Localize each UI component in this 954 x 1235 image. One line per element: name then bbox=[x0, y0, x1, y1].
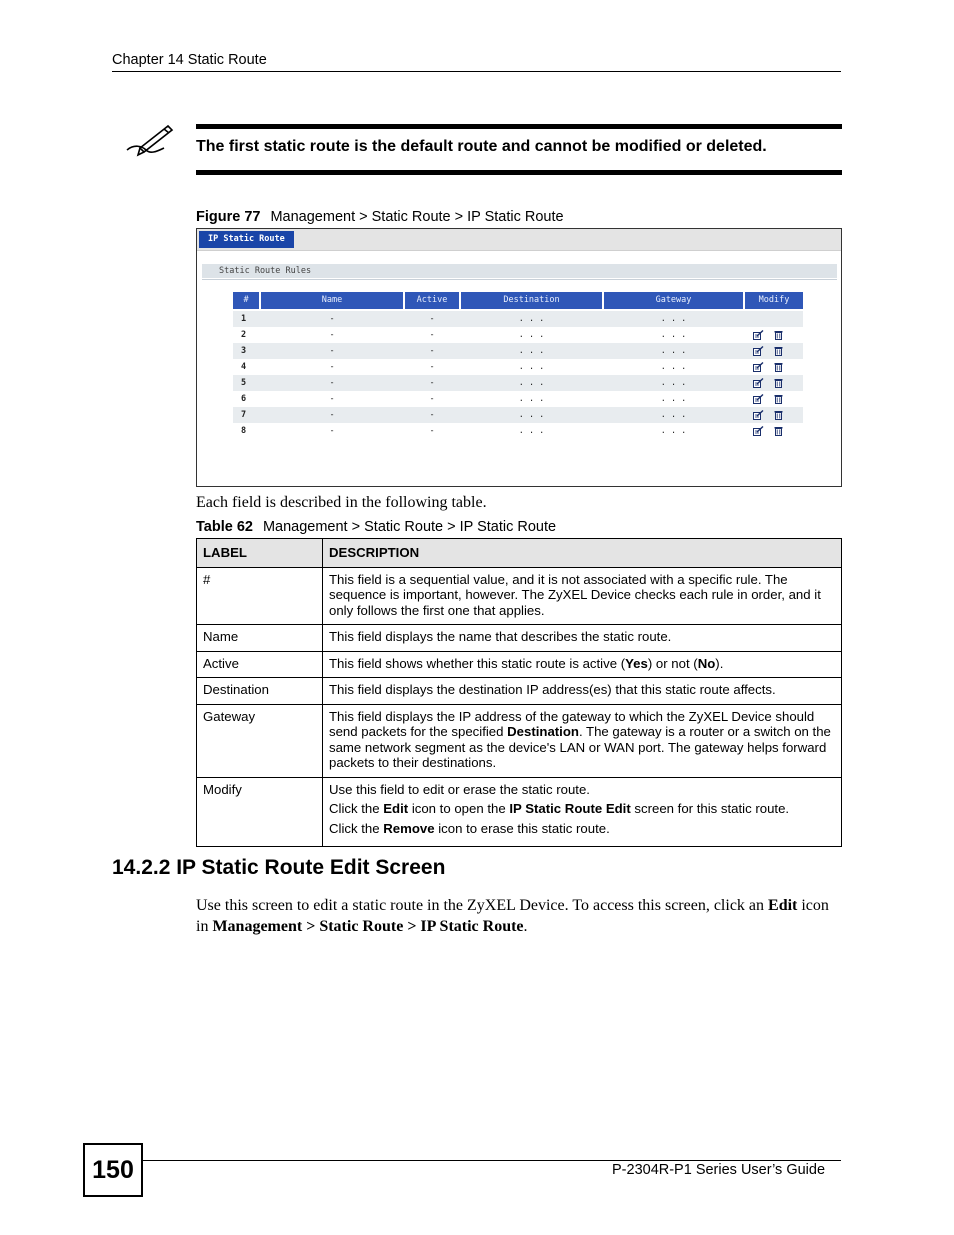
page-number: 150 bbox=[83, 1143, 143, 1197]
row-gateway: . . . bbox=[660, 330, 687, 340]
description-line bbox=[329, 656, 723, 671]
text-run: . The gateway is a router or a switch on the same network segment as the device's LAN or WAN port. The gateway helps forward packets to their destinations. bbox=[329, 724, 831, 770]
bold-term: Yes bbox=[625, 655, 648, 671]
text-run: This field shows whether this static route is active ( bbox=[329, 655, 626, 671]
note-text: The first static route is the default route and cannot be modified or deleted. bbox=[196, 138, 767, 155]
table-caption bbox=[196, 519, 556, 535]
footer-rule bbox=[141, 1160, 841, 1161]
column-header-modify: Modify bbox=[745, 292, 803, 309]
row-name: - bbox=[329, 362, 335, 372]
trash-icon[interactable] bbox=[774, 410, 783, 420]
table-title: Management > Static Route > IP Static Route bbox=[262, 519, 557, 535]
table-body bbox=[197, 567, 842, 847]
note-top-rule bbox=[196, 124, 842, 129]
column-header-number: # bbox=[233, 292, 259, 309]
field-description bbox=[323, 651, 842, 678]
description-line bbox=[329, 801, 835, 817]
row-name: - bbox=[329, 314, 335, 324]
field-description-table bbox=[196, 538, 842, 847]
table-row bbox=[233, 343, 803, 359]
row-num: 7 bbox=[241, 410, 247, 420]
text-run: icon to erase this static route. bbox=[434, 820, 610, 836]
field-label: Active bbox=[197, 651, 323, 678]
row-num: 1 bbox=[241, 314, 247, 324]
table-label: Table 62 bbox=[196, 519, 253, 535]
text-run: This field displays the name that describes the static route. bbox=[329, 629, 672, 644]
field-description bbox=[323, 678, 842, 705]
description-column-header: DESCRIPTION bbox=[323, 539, 842, 568]
bold-term: Management > Static Route > IP Static Route bbox=[212, 918, 524, 935]
tab-ip-static-route[interactable]: IP Static Route bbox=[199, 231, 294, 248]
edit-icon[interactable] bbox=[753, 362, 764, 372]
row-destination: . . . bbox=[518, 410, 545, 420]
intro-text: Each field is described in the following table. bbox=[196, 494, 487, 511]
field-description bbox=[323, 777, 842, 847]
trash-icon[interactable] bbox=[774, 330, 783, 340]
table-row bbox=[233, 311, 803, 327]
table-row bbox=[197, 651, 842, 678]
table-row bbox=[233, 407, 803, 423]
guide-title: P-2304R-P1 Series User’s Guide bbox=[612, 1162, 826, 1178]
row-destination: . . . bbox=[518, 330, 545, 340]
row-active: - bbox=[429, 346, 435, 356]
edit-icon[interactable] bbox=[753, 410, 764, 420]
edit-icon[interactable] bbox=[753, 378, 764, 388]
text-run: ) or not ( bbox=[647, 655, 698, 671]
field-label: Name bbox=[197, 625, 323, 652]
row-active: - bbox=[429, 362, 435, 372]
row-destination: . . . bbox=[518, 394, 545, 404]
trash-icon[interactable] bbox=[774, 394, 783, 404]
text-run: ). bbox=[715, 655, 724, 671]
row-name: - bbox=[329, 394, 335, 404]
row-name: - bbox=[329, 378, 335, 388]
row-destination: . . . bbox=[518, 378, 545, 388]
note-pen-icon bbox=[124, 122, 174, 158]
row-active: - bbox=[429, 410, 435, 420]
column-header-gateway: Gateway bbox=[604, 292, 743, 309]
bold-term: Edit bbox=[768, 897, 798, 914]
bold-term: Edit bbox=[383, 801, 409, 816]
chapter-header: Chapter 14 Static Route bbox=[112, 52, 267, 68]
row-gateway: . . . bbox=[660, 426, 687, 436]
description-line bbox=[329, 782, 835, 798]
row-num: 6 bbox=[241, 394, 247, 404]
row-num: 3 bbox=[241, 346, 247, 356]
label-column-header: LABEL bbox=[197, 539, 323, 568]
figure-caption bbox=[196, 209, 564, 225]
edit-icon[interactable] bbox=[753, 394, 764, 404]
edit-icon[interactable] bbox=[753, 426, 764, 436]
row-active: - bbox=[429, 394, 435, 404]
field-description bbox=[323, 625, 842, 652]
row-gateway: . . . bbox=[660, 394, 687, 404]
row-num: 5 bbox=[241, 378, 247, 388]
column-header-active: Active bbox=[405, 292, 459, 309]
header-rule bbox=[112, 71, 841, 72]
row-active: - bbox=[429, 330, 435, 340]
description-line bbox=[329, 629, 671, 644]
table-row bbox=[197, 704, 842, 777]
column-header-destination: Destination bbox=[461, 292, 602, 309]
screen-tab-bar bbox=[197, 229, 841, 251]
text-run: This field displays the IP address of the gateway to which the ZyXEL Device should send packets for the specified bbox=[329, 708, 815, 739]
ip-static-route-screenshot bbox=[196, 228, 842, 487]
field-label: Modify bbox=[197, 777, 323, 847]
row-active: - bbox=[429, 314, 435, 324]
field-label: # bbox=[197, 567, 323, 625]
row-destination: . . . bbox=[518, 362, 545, 372]
description-line bbox=[329, 821, 835, 837]
text-run: Use this field to edit or erase the static route. bbox=[329, 781, 590, 797]
section-body bbox=[196, 895, 842, 937]
row-gateway: . . . bbox=[660, 346, 687, 356]
section-heading: 14.2.2 IP Static Route Edit Screen bbox=[112, 856, 446, 879]
description-line bbox=[329, 572, 821, 618]
row-name: - bbox=[329, 330, 335, 340]
table-row bbox=[197, 678, 842, 705]
note-bottom-rule bbox=[196, 170, 842, 175]
text-run: icon to open the bbox=[408, 801, 510, 816]
row-num: 8 bbox=[241, 426, 247, 436]
text-run: This field is a sequential value, and it is not associated with a specific rule. The sequence is important, however. The ZyXEL Device checks each rule in order, and it only follows the first one that applies. bbox=[329, 571, 821, 618]
table-row bbox=[233, 327, 803, 343]
static-route-rules-header: Static Route Rules bbox=[202, 264, 837, 278]
row-gateway: . . . bbox=[660, 362, 687, 372]
trash-icon[interactable] bbox=[774, 378, 783, 388]
trash-icon[interactable] bbox=[774, 426, 783, 436]
edit-icon[interactable] bbox=[753, 346, 764, 356]
section-divider bbox=[202, 279, 837, 280]
field-label: Gateway bbox=[197, 704, 323, 777]
bold-term: Destination bbox=[507, 724, 579, 739]
description-line bbox=[329, 682, 776, 697]
table-row bbox=[233, 375, 803, 391]
table-row bbox=[233, 423, 803, 439]
field-description bbox=[323, 704, 842, 777]
edit-icon[interactable] bbox=[753, 330, 764, 340]
bold-term: Remove bbox=[383, 820, 435, 836]
text-run: . bbox=[523, 918, 528, 935]
row-destination: . . . bbox=[518, 426, 545, 436]
trash-icon[interactable] bbox=[774, 346, 783, 356]
trash-icon[interactable] bbox=[774, 362, 783, 372]
table-row bbox=[233, 391, 803, 407]
text-run: Click the bbox=[329, 801, 384, 816]
description-line bbox=[329, 709, 831, 771]
text-run: screen for this static route. bbox=[630, 801, 790, 816]
row-name: - bbox=[329, 346, 335, 356]
table-row bbox=[197, 625, 842, 652]
row-gateway: . . . bbox=[660, 314, 687, 324]
text-run: Use this screen to edit a static route in the ZyXEL Device. To access this screen, click an bbox=[196, 897, 769, 914]
figure-label: Figure 77 bbox=[196, 209, 261, 225]
bold-term: No bbox=[697, 655, 716, 671]
row-active: - bbox=[429, 426, 435, 436]
row-name: - bbox=[329, 426, 335, 436]
table-header-row bbox=[197, 539, 842, 568]
text-run: This field displays the destination IP address(es) that this static route affects. bbox=[329, 682, 776, 697]
row-num: 4 bbox=[241, 362, 247, 372]
row-destination: . . . bbox=[518, 314, 545, 324]
row-num: 2 bbox=[241, 330, 247, 340]
row-gateway: . . . bbox=[660, 410, 687, 420]
bold-term: IP Static Route Edit bbox=[509, 801, 631, 816]
figure-title: Management > Static Route > IP Static Route bbox=[270, 209, 564, 225]
table-row bbox=[197, 567, 842, 625]
text-run: icon in bbox=[196, 897, 829, 935]
field-description bbox=[323, 567, 842, 625]
row-gateway: . . . bbox=[660, 378, 687, 388]
row-name: - bbox=[329, 410, 335, 420]
text-run: Click the bbox=[329, 820, 384, 836]
row-active: - bbox=[429, 378, 435, 388]
table-row bbox=[197, 777, 842, 847]
column-header-name: Name bbox=[261, 292, 403, 309]
field-label: Destination bbox=[197, 678, 323, 705]
row-destination: . . . bbox=[518, 346, 545, 356]
table-row bbox=[233, 359, 803, 375]
